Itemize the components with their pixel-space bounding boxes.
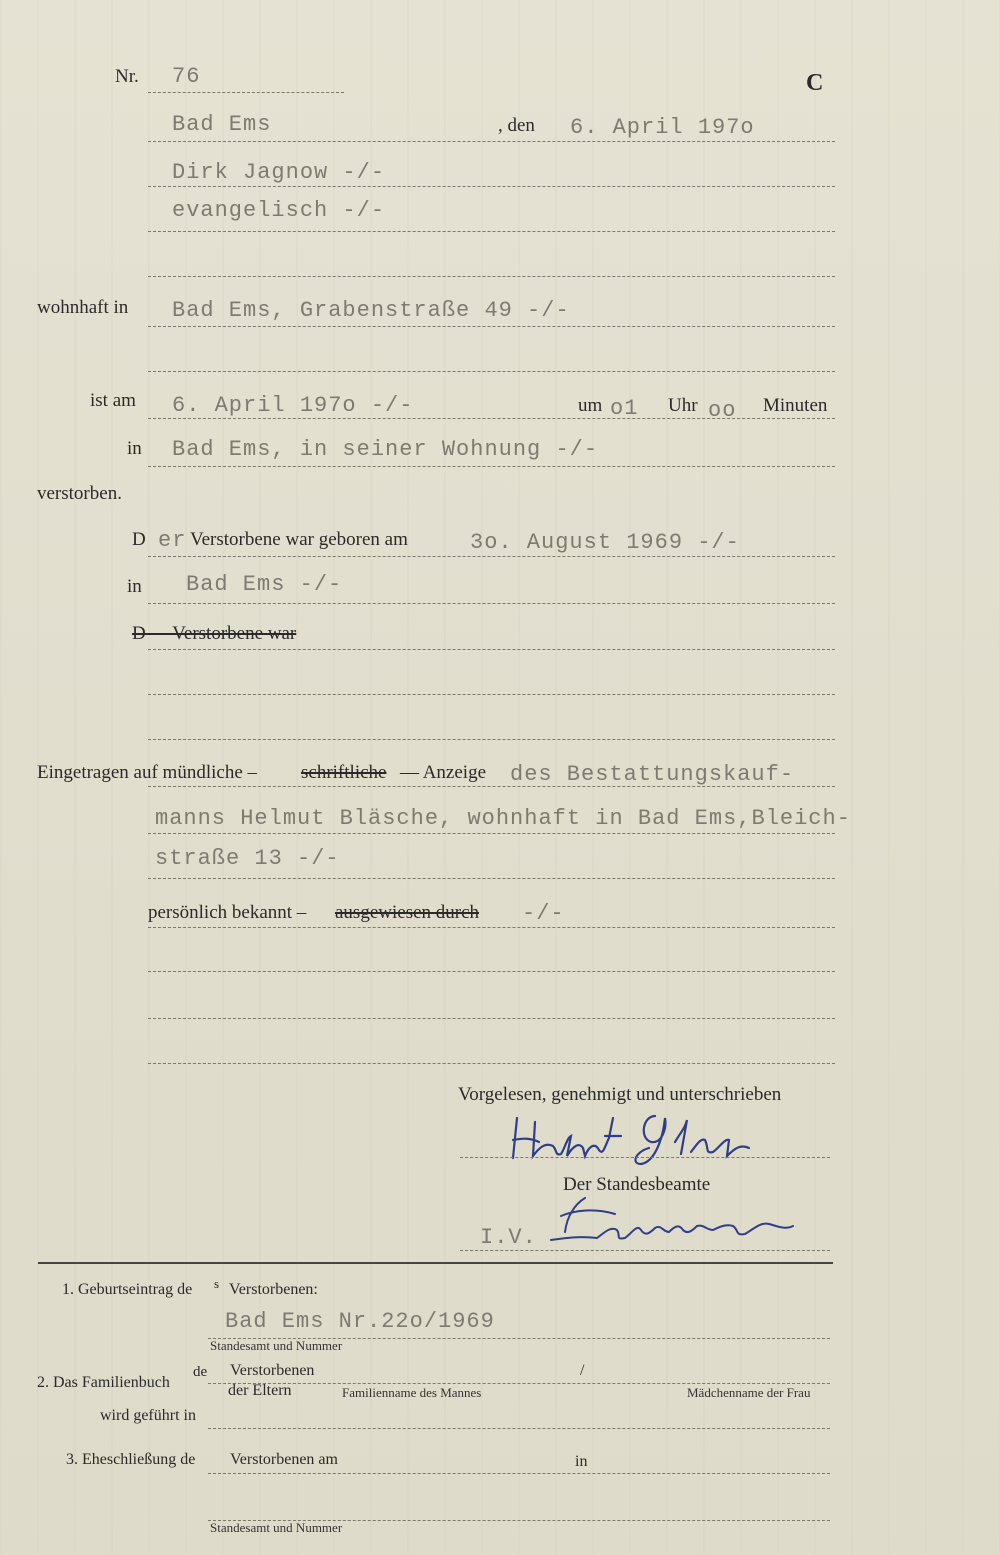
wohnhaft-line: [148, 326, 835, 327]
maedchenname-frau-label: Mädchenname der Frau: [687, 1385, 811, 1400]
first-signature: [505, 1108, 765, 1168]
name-line: [148, 186, 835, 187]
blank-line-6: [148, 1018, 835, 1019]
anzeige-line-2: [148, 833, 835, 834]
ist-am-value: 6. April 197o -/-: [172, 393, 414, 418]
geburtseintrag-label-1: 1. Geburtseintrag de: [62, 1281, 193, 1298]
signature-line-1: [460, 1157, 830, 1158]
geburtseintrag-s: s: [214, 1276, 220, 1291]
schriftliche-struck: schriftliche: [301, 762, 387, 783]
date-value: 6. April 197o: [570, 115, 755, 140]
uhr-label: Uhr: [668, 395, 698, 416]
corner-letter: C: [806, 70, 824, 96]
anzeige-label: — Anzeige: [400, 762, 487, 783]
ausgewiesen-struck: ausgewiesen durch: [335, 902, 480, 923]
birth-in-label: in: [127, 576, 142, 597]
familienbuch-line: [208, 1383, 830, 1384]
bekannt-label: persönlich bekannt –: [148, 902, 307, 923]
familienbuch-verstorbenen: Verstorbenen: [230, 1362, 315, 1379]
bekannt-value: -/-: [522, 901, 565, 926]
nr-value: 76: [172, 64, 201, 89]
anzeige-value-1: des Bestattungskauf-: [510, 762, 795, 787]
death-in-label: in: [127, 438, 142, 459]
birth-date-line: [148, 556, 835, 557]
bekannt-line: [148, 927, 835, 928]
born-prefix: D: [132, 529, 146, 550]
iv-value: I.V.: [480, 1225, 537, 1250]
birth-date-value: 3o. August 1969 -/-: [470, 530, 740, 555]
standesamt-nummer-label: Standesamt und Nummer: [210, 1338, 343, 1353]
anzeige-line-1: [148, 786, 835, 787]
birth-place-line: [148, 603, 835, 604]
der-eltern-label: der Eltern: [228, 1382, 292, 1399]
nr-label: Nr.: [115, 66, 139, 87]
wird-gefuehrt-line: [208, 1428, 830, 1429]
religion-line: [148, 231, 835, 232]
familienbuch-slash: /: [580, 1362, 585, 1379]
nr-line: [148, 92, 344, 93]
death-place-value: Bad Ems, in seiner Wohnung -/-: [172, 437, 599, 462]
eheschliessung-line: [208, 1473, 830, 1474]
anzeige-value-3: straße 13 -/-: [155, 846, 340, 871]
death-place-line: [148, 466, 835, 467]
section-divider: [38, 1262, 833, 1264]
blank-line-7: [148, 1063, 835, 1064]
blank-line-5: [148, 971, 835, 972]
standesamt-nummer-label-2: Standesamt und Nummer: [210, 1520, 343, 1535]
geburtseintrag-value: Bad Ems Nr.22o/1969: [225, 1309, 495, 1334]
ist-am-line: [148, 418, 835, 419]
anzeige-value-2: manns Helmut Bläsche, wohnhaft in Bad Ems,Bleich-: [155, 806, 851, 831]
verstorben-label: verstorben.: [37, 483, 122, 504]
um-label: um: [578, 395, 603, 416]
name-value: Dirk Jagnow -/-: [172, 160, 386, 185]
blank-line-3: [148, 694, 835, 695]
blank-line-2: [148, 371, 835, 372]
eheschliessung-label: 3. Eheschließung de: [66, 1451, 196, 1468]
familienname-mannes-label: Familienname des Mannes: [342, 1385, 482, 1400]
geburtseintrag-label-2: Verstorbenen:: [229, 1281, 318, 1298]
second-signature: [545, 1190, 805, 1250]
minutes-value: oo: [708, 398, 737, 423]
eingetragen-label: Eingetragen auf mündliche –: [37, 762, 258, 783]
minuten-label: Minuten: [763, 395, 828, 416]
religion-value: evangelisch -/-: [172, 198, 386, 223]
struck-verstorbene: D - - Verstorbene war: [132, 623, 297, 644]
familienbuch-label: 2. Das Familienbuch: [37, 1374, 170, 1391]
hour-value: o1: [610, 396, 639, 421]
struck-line: [148, 649, 835, 650]
wohnhaft-label: wohnhaft in: [37, 297, 129, 318]
familienbuch-de: de: [193, 1364, 208, 1380]
born-label: Verstorbene war geboren am: [190, 529, 408, 550]
blank-line-4: [148, 739, 835, 740]
vorgelesen-text: Vorgelesen, genehmigt und unterschrieben: [458, 1084, 782, 1105]
standesbeamte-label: Der Standesbeamte: [563, 1174, 711, 1195]
wird-gefuehrt-label: wird geführt in: [100, 1407, 196, 1424]
ist-am-label: ist am: [90, 390, 136, 411]
place-value: Bad Ems: [172, 112, 272, 137]
birth-place-value: Bad Ems -/-: [186, 572, 343, 597]
anzeige-line-3: [148, 878, 835, 879]
eheschliessung-in: in: [575, 1453, 588, 1470]
den-label: , den: [498, 115, 535, 136]
signature-line-2: [460, 1250, 830, 1251]
blank-line-1: [148, 276, 835, 277]
eheschliessung-verstorbenen: Verstorbenen am: [230, 1451, 338, 1468]
wohnhaft-value: Bad Ems, Grabenstraße 49 -/-: [172, 298, 570, 323]
date-line: [148, 141, 835, 142]
born-er: er: [158, 528, 187, 553]
